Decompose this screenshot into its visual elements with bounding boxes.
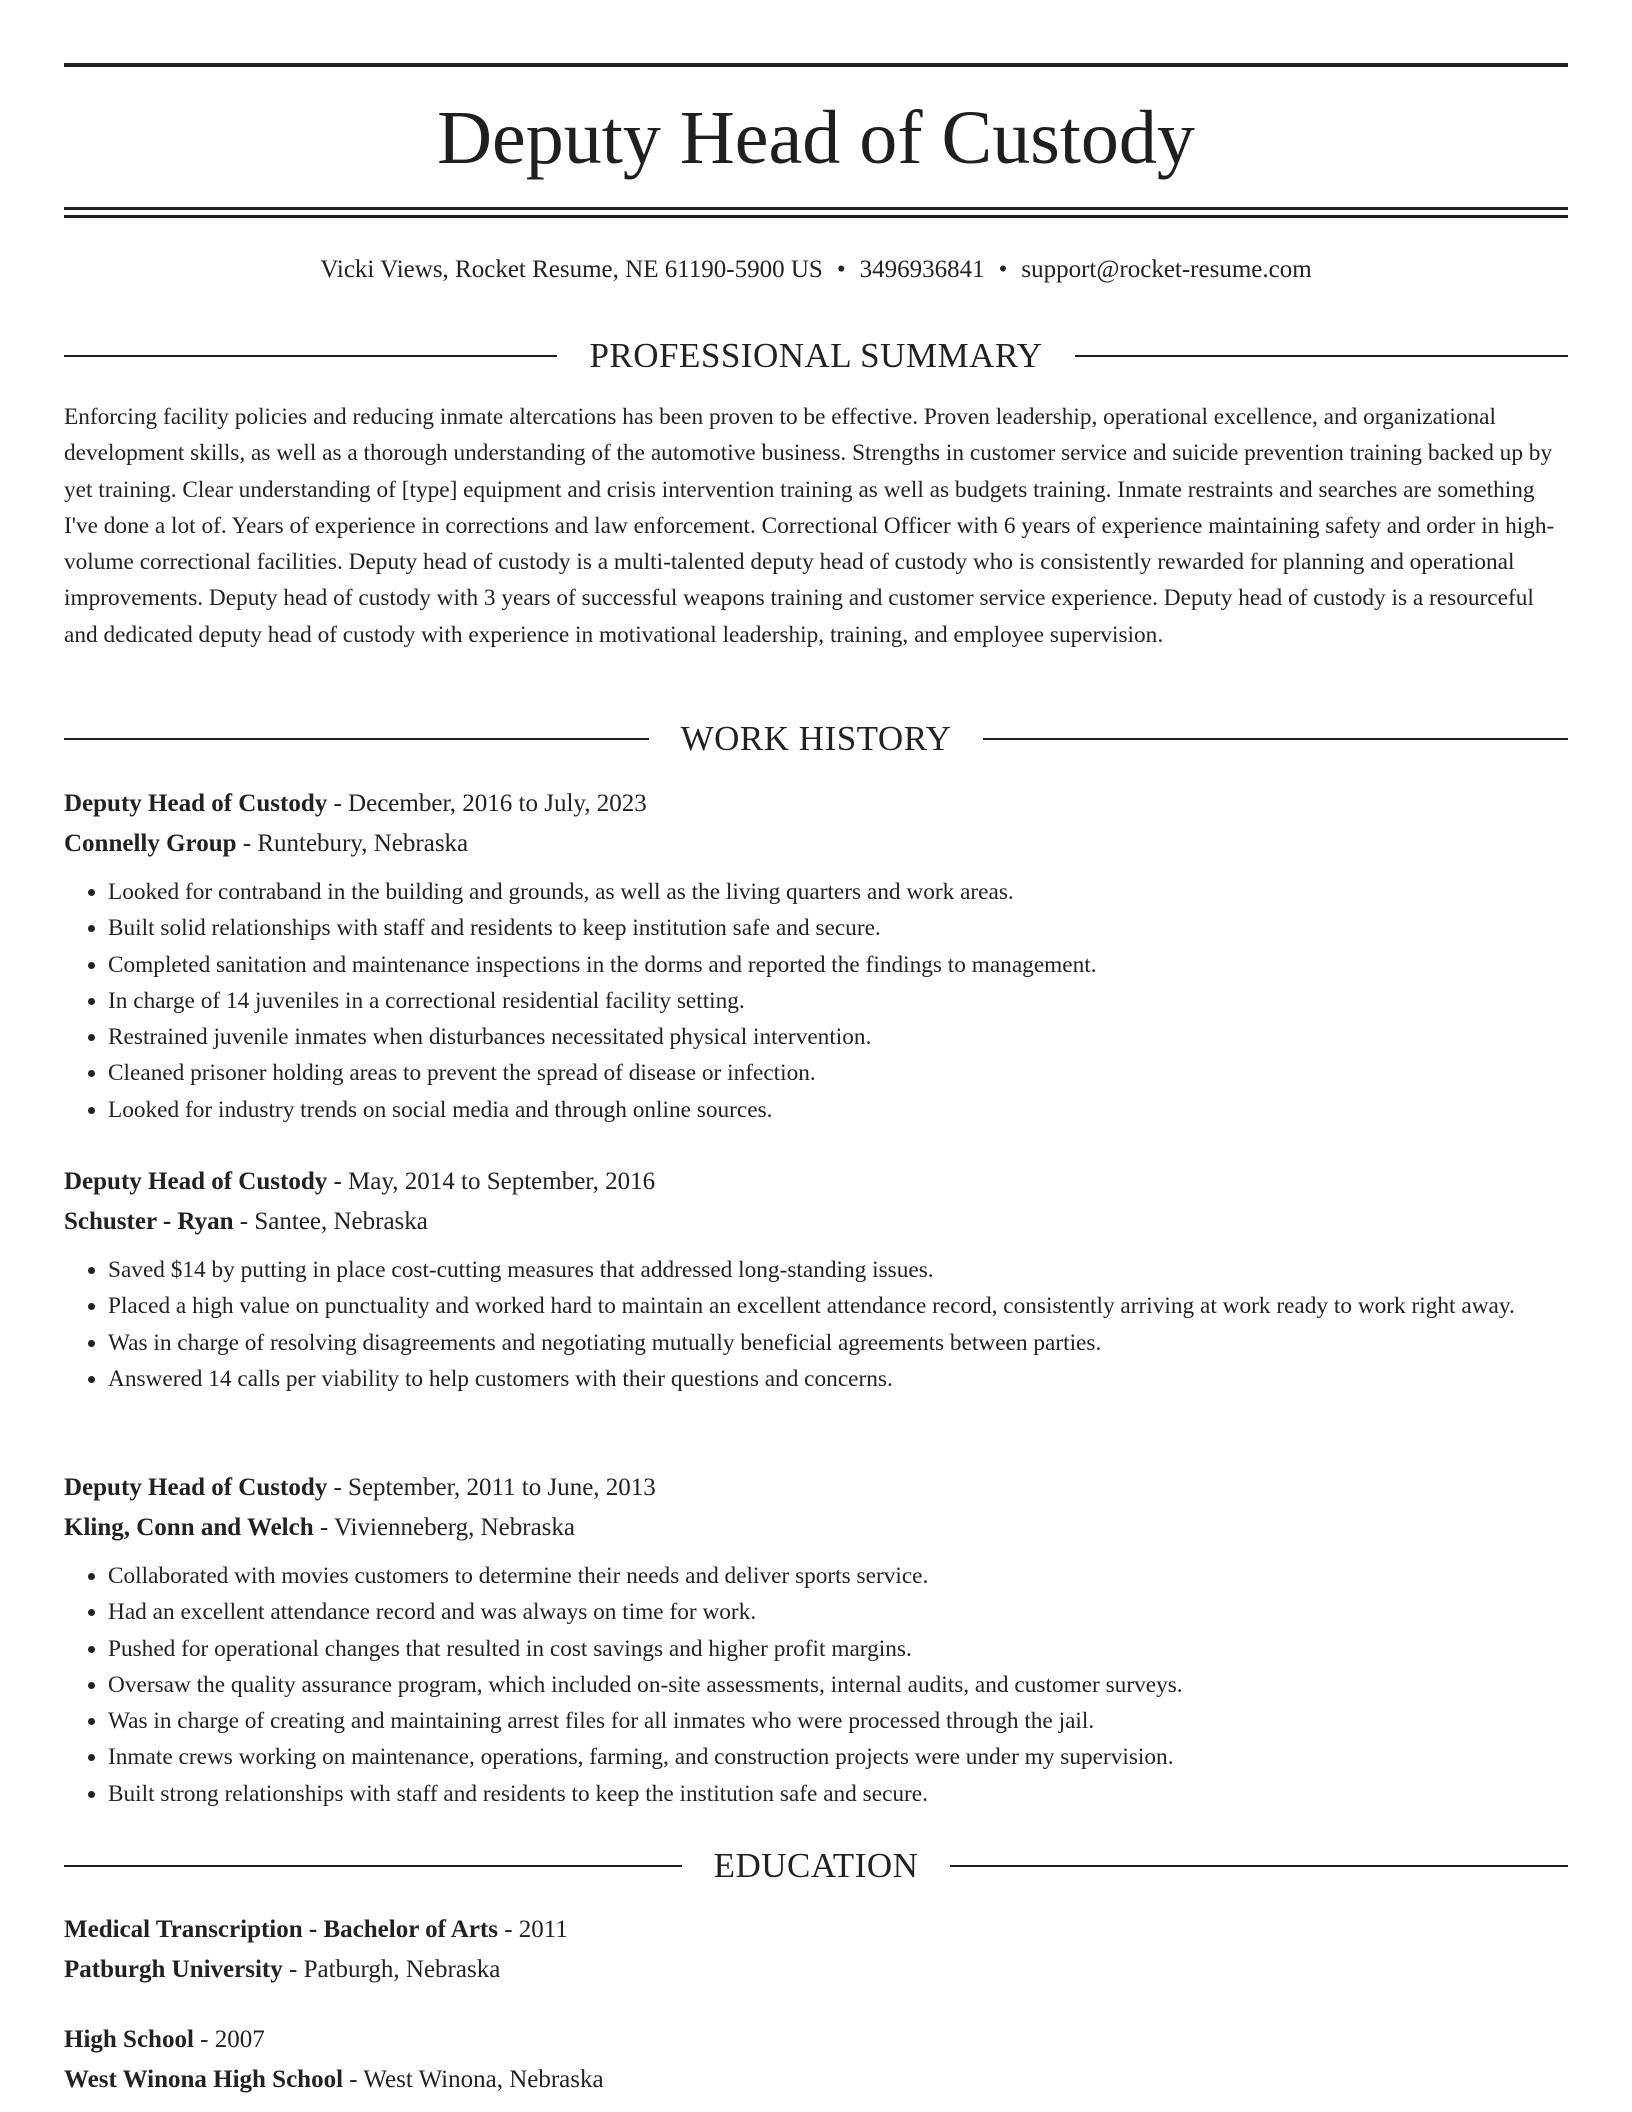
job-location: - Santee, Nebraska <box>233 1208 428 1235</box>
section-rule-right <box>1075 355 1568 357</box>
section-rule-left <box>64 1865 682 1867</box>
resume-title: Deputy Head of Custody <box>437 96 1195 180</box>
contact-separator: • <box>998 256 1008 283</box>
job-title: Deputy Head of Custody <box>64 1474 328 1501</box>
job-dates: - September, 2011 to June, 2013 <box>327 1474 656 1501</box>
job-company-line <box>64 824 1568 864</box>
job-entry <box>64 784 1568 1128</box>
job-company-line <box>64 1508 1568 1548</box>
job-bullet: • Oversaw the quality assurance program, which included on-site assessments, internal audits, and customer surveys. <box>108 1667 1568 1703</box>
job-bullets <box>64 874 1568 1128</box>
job-title: Deputy Head of Custody <box>64 790 328 817</box>
section-title-education: EDUCATION <box>713 1846 919 1885</box>
title-rule-lower <box>64 215 1568 218</box>
education-school-line <box>64 2060 1568 2100</box>
education-school: Patburgh University <box>64 1956 283 1983</box>
education-school-line <box>64 1950 1568 1990</box>
job-entry <box>64 1468 1568 1812</box>
education-year: - 2011 <box>497 1916 568 1943</box>
job-bullet: • Was in charge of creating and maintaining arrest files for all inmates who were processed through the jail. <box>108 1703 1568 1739</box>
contact-phone: 3496936841 <box>859 256 985 283</box>
title-rule-upper <box>64 207 1568 210</box>
job-bullet: • Collaborated with movies customers to determine their needs and deliver sports service. <box>108 1558 1568 1594</box>
education-entry <box>64 2020 1568 2100</box>
job-title-line <box>64 1468 1568 1508</box>
job-company: Connelly Group <box>64 830 237 857</box>
education-entry <box>64 1910 1568 1990</box>
education-location: - West Winona, Nebraska <box>343 2066 604 2093</box>
education-degree: Medical Transcription - Bachelor of Arts <box>64 1916 498 1943</box>
job-bullet: • Built solid relationships with staff and residents to keep institution safe and secure. <box>108 910 1568 946</box>
education-school: West Winona High School <box>64 2066 344 2093</box>
job-bullet: • Had an excellent attendance record and was always on time for work. <box>108 1594 1568 1630</box>
job-title-line <box>64 784 1568 824</box>
section-title-work: WORK HISTORY <box>680 719 952 758</box>
contact-line <box>64 252 1568 288</box>
job-dates: - December, 2016 to July, 2023 <box>327 790 647 817</box>
summary-paragraph: Enforcing facility policies and reducing inmate altercations has been proven to be effective. Proven leadership, operational excellence, and organizational development skills, as well as a thorough understanding of the automotive business. Strengths in customer service and suicide prevention training backed up by yet training. Clear understanding of [type] equipment and crisis intervention training as well as budgets training. Inmate restraints and searches are something I've done a lot of. Years of experience in corrections and law enforcement. Correctional Officer with 6 years of experience maintaining safety and order in high-volume correctional facilities. Deputy head of custody is a multi-talented deputy head of custody who is consistently rewarded for planning and operational improvements. Deputy head of custody with 3 years of successful weapons training and customer service experience. Deputy head of custody is a resourceful and dedicated deputy head of custody with experience in motivational leadership, training, and employee supervision. <box>64 404 1555 648</box>
job-bullets <box>64 1558 1568 1812</box>
job-bullet: • Was in charge of resolving disagreements and negotiating mutually beneficial agreements between parties. <box>108 1325 1568 1361</box>
education-degree: High School <box>64 2026 194 2053</box>
job-bullet: • Answered 14 calls per viability to help customers with their questions and concerns. <box>108 1361 1568 1397</box>
section-header-work <box>64 719 1568 759</box>
job-location: - Runtebury, Nebraska <box>236 830 469 857</box>
section-rule-left <box>64 355 557 357</box>
job-bullets <box>64 1252 1568 1397</box>
section-rule-right <box>950 1865 1568 1867</box>
job-bullet: • Pushed for operational changes that resulted in cost savings and higher profit margins. <box>108 1631 1568 1667</box>
section-header-education <box>64 1846 1568 1886</box>
top-rule <box>64 63 1568 67</box>
job-title: Deputy Head of Custody <box>64 1168 328 1195</box>
contact-email: support@rocket-resume.com <box>1021 256 1312 283</box>
contact-address: Vicki Views, Rocket Resume, NE 61190-5900 US <box>320 256 823 283</box>
section-rule-left <box>64 738 649 740</box>
job-location: - Vivienneberg, Nebraska <box>313 1514 576 1541</box>
job-bullet: • Completed sanitation and maintenance inspections in the dorms and reported the findings to management. <box>108 947 1568 983</box>
education-year: - 2007 <box>193 2026 265 2053</box>
job-bullet: • Restrained juvenile inmates when disturbances necessitated physical intervention. <box>108 1019 1568 1055</box>
education-location: - Patburgh, Nebraska <box>282 1956 501 1983</box>
job-bullet: • Saved $14 by putting in place cost-cutting measures that addressed long-standing issues. <box>108 1252 1568 1288</box>
section-header-summary <box>64 336 1568 376</box>
section-rule-right <box>983 738 1568 740</box>
job-title-line <box>64 1162 1568 1202</box>
job-company: Schuster - Ryan <box>64 1208 234 1235</box>
job-bullet: • Inmate crews working on maintenance, operations, farming, and construction projects were under my supervision. <box>108 1739 1568 1775</box>
job-company: Kling, Conn and Welch <box>64 1514 314 1541</box>
job-entry <box>64 1162 1568 1397</box>
education-degree-line <box>64 1910 1568 1950</box>
education-degree-line <box>64 2020 1568 2060</box>
job-bullet: • Looked for contraband in the building and grounds, as well as the living quarters and work areas. <box>108 874 1568 910</box>
job-bullet: • Built strong relationships with staff and residents to keep the institution safe and secure. <box>108 1776 1568 1812</box>
job-bullet: • Looked for industry trends on social media and through online sources. <box>108 1092 1568 1128</box>
job-dates: - May, 2014 to September, 2016 <box>327 1168 656 1195</box>
job-bullet: • In charge of 14 juveniles in a correctional residential facility setting. <box>108 983 1568 1019</box>
job-company-line <box>64 1202 1568 1242</box>
job-bullet: • Cleaned prisoner holding areas to prevent the spread of disease or infection. <box>108 1055 1568 1091</box>
section-title-summary: PROFESSIONAL SUMMARY <box>589 336 1043 375</box>
job-bullet: • Placed a high value on punctuality and worked hard to maintain an excellent attendance record, consistently arriving at work ready to work right away. <box>108 1288 1568 1324</box>
contact-separator: • <box>836 256 846 283</box>
